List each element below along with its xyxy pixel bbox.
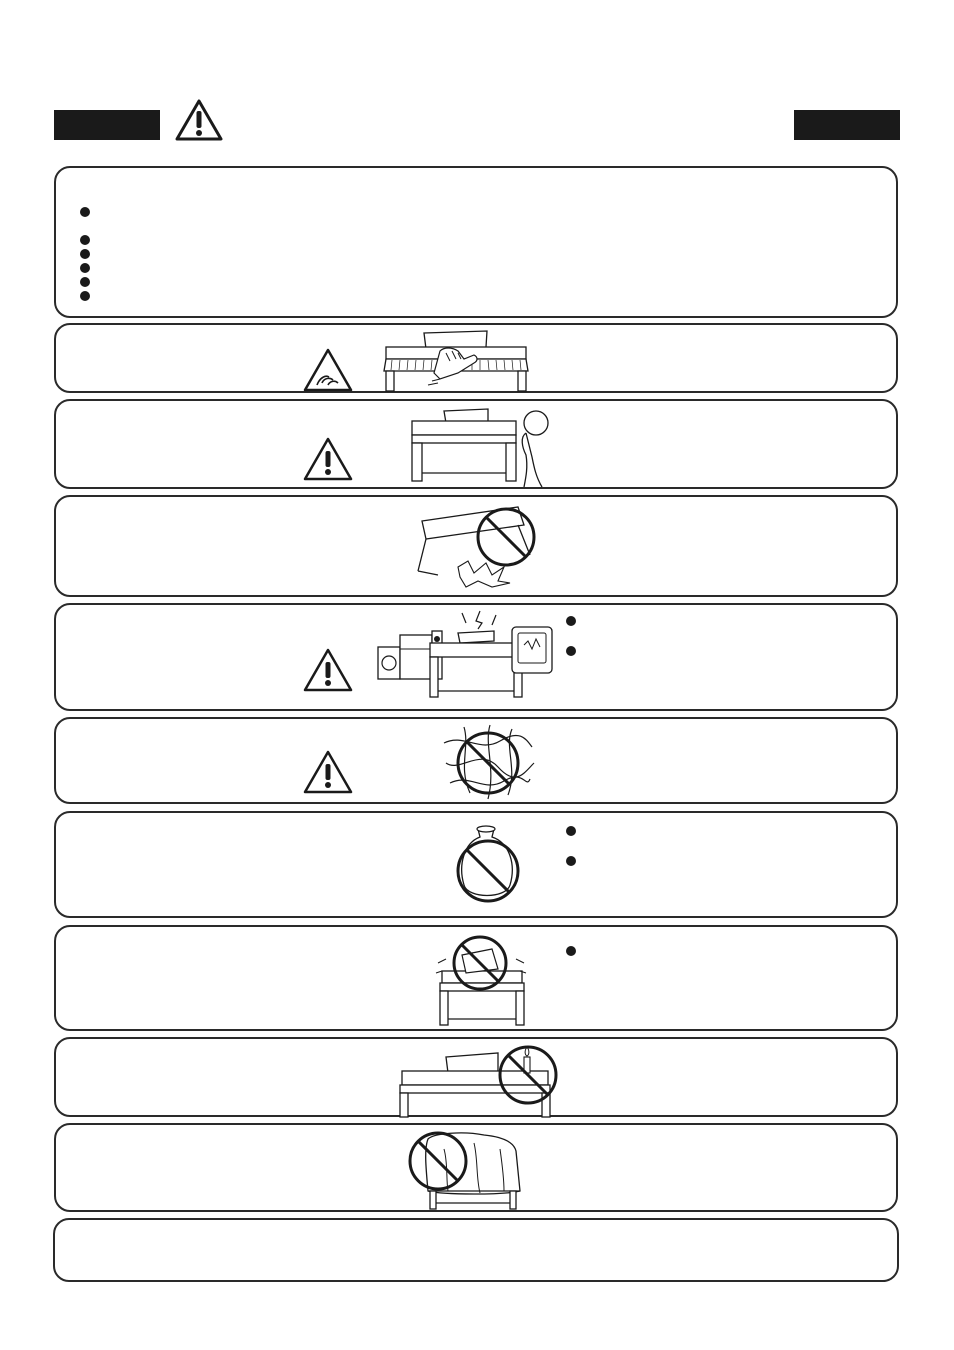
hand-caution-icon	[302, 347, 354, 393]
bullet-dot	[80, 291, 90, 301]
tangled-cables-prohibited-illustration	[440, 723, 536, 801]
bullet-dot	[80, 249, 90, 259]
vase-prohibited-illustration	[452, 825, 522, 905]
bullet-dot	[566, 856, 576, 866]
bullet-dot	[80, 263, 90, 273]
intro-panel	[54, 166, 898, 318]
footer-panel	[53, 1218, 899, 1282]
section-cables	[54, 717, 898, 804]
bullet-dot	[566, 946, 576, 956]
section-interference	[54, 603, 898, 711]
prohibited-icon	[406, 1129, 470, 1193]
hands-on-keyboard-illustration	[382, 329, 532, 391]
bullet-dot	[566, 616, 576, 626]
object-on-piano-prohibited-illustration	[432, 933, 528, 1029]
bullet-dot	[80, 235, 90, 245]
header-right-tab	[794, 110, 900, 140]
warning-triangle-icon	[302, 647, 354, 693]
bullet-dot	[566, 646, 576, 656]
prohibited-icon	[496, 1043, 560, 1107]
section-power-button	[54, 399, 898, 489]
header-left-tab	[54, 110, 160, 140]
bullet-dot	[80, 277, 90, 287]
section-hands	[54, 323, 898, 393]
section-no-standing	[54, 925, 898, 1031]
prohibited-icon	[474, 505, 538, 569]
section-liquids	[54, 811, 898, 918]
section-no-flame	[54, 1037, 898, 1117]
section-no-drop	[54, 495, 898, 597]
bullet-dot	[566, 826, 576, 836]
warning-triangle-icon	[174, 98, 224, 142]
section-no-cover	[54, 1123, 898, 1212]
finger-pressing-button-illustration	[408, 407, 548, 487]
warning-triangle-icon	[302, 436, 354, 482]
bullet-dot	[80, 207, 90, 217]
warning-triangle-icon	[302, 749, 354, 795]
stereo-tv-near-piano-illustration	[376, 609, 558, 705]
